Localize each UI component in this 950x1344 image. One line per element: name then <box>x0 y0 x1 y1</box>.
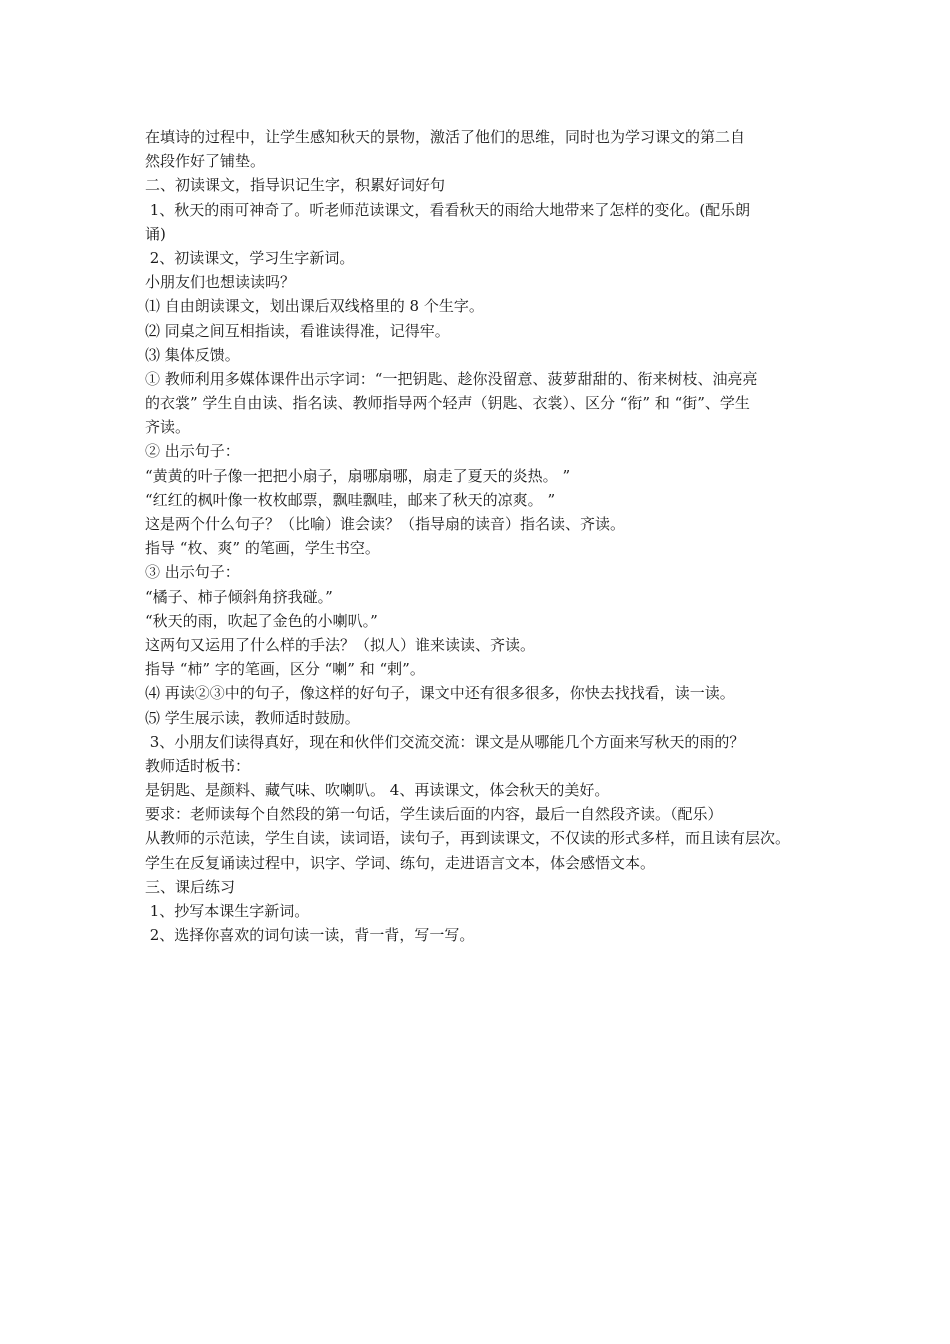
text-line: ② 出示句子： <box>145 442 240 461</box>
text-line: 学生在反复诵读过程中，识字、学词、练句，走进语言文本，体会感悟文本。 <box>145 853 656 872</box>
text-line: ⑵ 同桌之间互相指读，看谁读得准，记得牢。 <box>145 321 450 340</box>
text-line: ① 教师利用多媒体课件出示字词：“一把钥匙、趁你没留意、菠萝甜甜的、衔来树枝、油亮亮 <box>145 369 758 388</box>
text-line: 齐读。 <box>145 418 191 437</box>
text-line: “红红的枫叶像一枚枚邮票，飘哇飘哇，邮来了秋天的凉爽。 ” <box>145 490 556 509</box>
text-line: 在填诗的过程中，让学生感知秋天的景物，激活了他们的思维，同时也为学习课文的第二自 <box>145 128 746 146</box>
text-line: “橘子、柿子倾斜角挤我碰。” <box>145 587 333 606</box>
text-line: 诵) <box>145 224 166 243</box>
text-line: ③ 出示句子： <box>145 563 240 582</box>
text-line: 是钥匙、是颜料、藏气味、吹喇叭。 4、再读课文，体会秋天的美好。 <box>145 781 610 800</box>
text-line: 要求：老师读每个自然段的第一句话，学生读后面的内容，最后一自然段齐读。（配乐） <box>145 805 723 824</box>
text-line: 然段作好了铺垫。 <box>145 152 266 171</box>
text-line: “秋天的雨，吹起了金色的小喇叭。” <box>145 611 378 630</box>
text-line: 3、小朋友们读得真好，现在和伙伴们交流交流：课文是从哪能几个方面来写秋天的雨的？ <box>145 732 745 751</box>
text-line: 1、抄写本课生字新词。 <box>145 902 310 920</box>
text-line: 2、初读课文，学习生字新词。 <box>145 248 355 267</box>
text-line: 的衣裳” 学生自由读、指名读、教师指导两个轻声（钥匙、衣裳）、区分 “衔” 和 “街”、学生 <box>145 394 750 413</box>
text-line: 指导 “柿” 字的笔画，区分 “喇” 和 “剌”。 <box>145 660 425 679</box>
section-heading: 二、初读课文，指导识记生字，积累好词好句 <box>145 176 446 195</box>
text-line: 教师适时板书： <box>145 756 251 775</box>
text-line: ⑶ 集体反馈。 <box>145 345 240 364</box>
text-line: 这两句又运用了什么样的手法？（拟人）谁来读读、齐读。 <box>145 635 536 654</box>
text-line: 指导 “枚、爽” 的笔画，学生书空。 <box>145 539 380 558</box>
document-body <box>145 125 820 947</box>
text-line: ⑴ 自由朗读课文，划出课后双线格里的 8 个生字。 <box>145 297 484 316</box>
text-line: “黄黄的叶子像一把把小扇子，扇哪扇哪，扇走了夏天的炎热。 ” <box>145 466 571 485</box>
section-heading: 三、课后练习 <box>145 877 236 896</box>
text-line: 这是两个什么句子？（比喻）谁会读？（指导扇的读音）指名读、齐读。 <box>145 515 626 533</box>
text-line: ⑷ 再读②③中的句子，像这样的好句子，课文中还有很多很多，你快去找找看，读一读。 <box>145 684 735 703</box>
text-line: ⑸ 学生展示读，教师适时鼓励。 <box>145 708 360 727</box>
text-line: 从教师的示范读，学生自读，读词语，读句子，再到读课文，不仅读的形式多样，而且读有层次。 <box>145 829 791 848</box>
text-line: 1、秋天的雨可神奇了。听老师范读课文，看看秋天的雨给大地带来了怎样的变化。(配乐朗 <box>145 200 751 219</box>
text-line: 小朋友们也想读读吗？ <box>145 273 296 292</box>
text-line: 2、选择你喜欢的词句读一读，背一背，写一写。 <box>145 926 475 945</box>
